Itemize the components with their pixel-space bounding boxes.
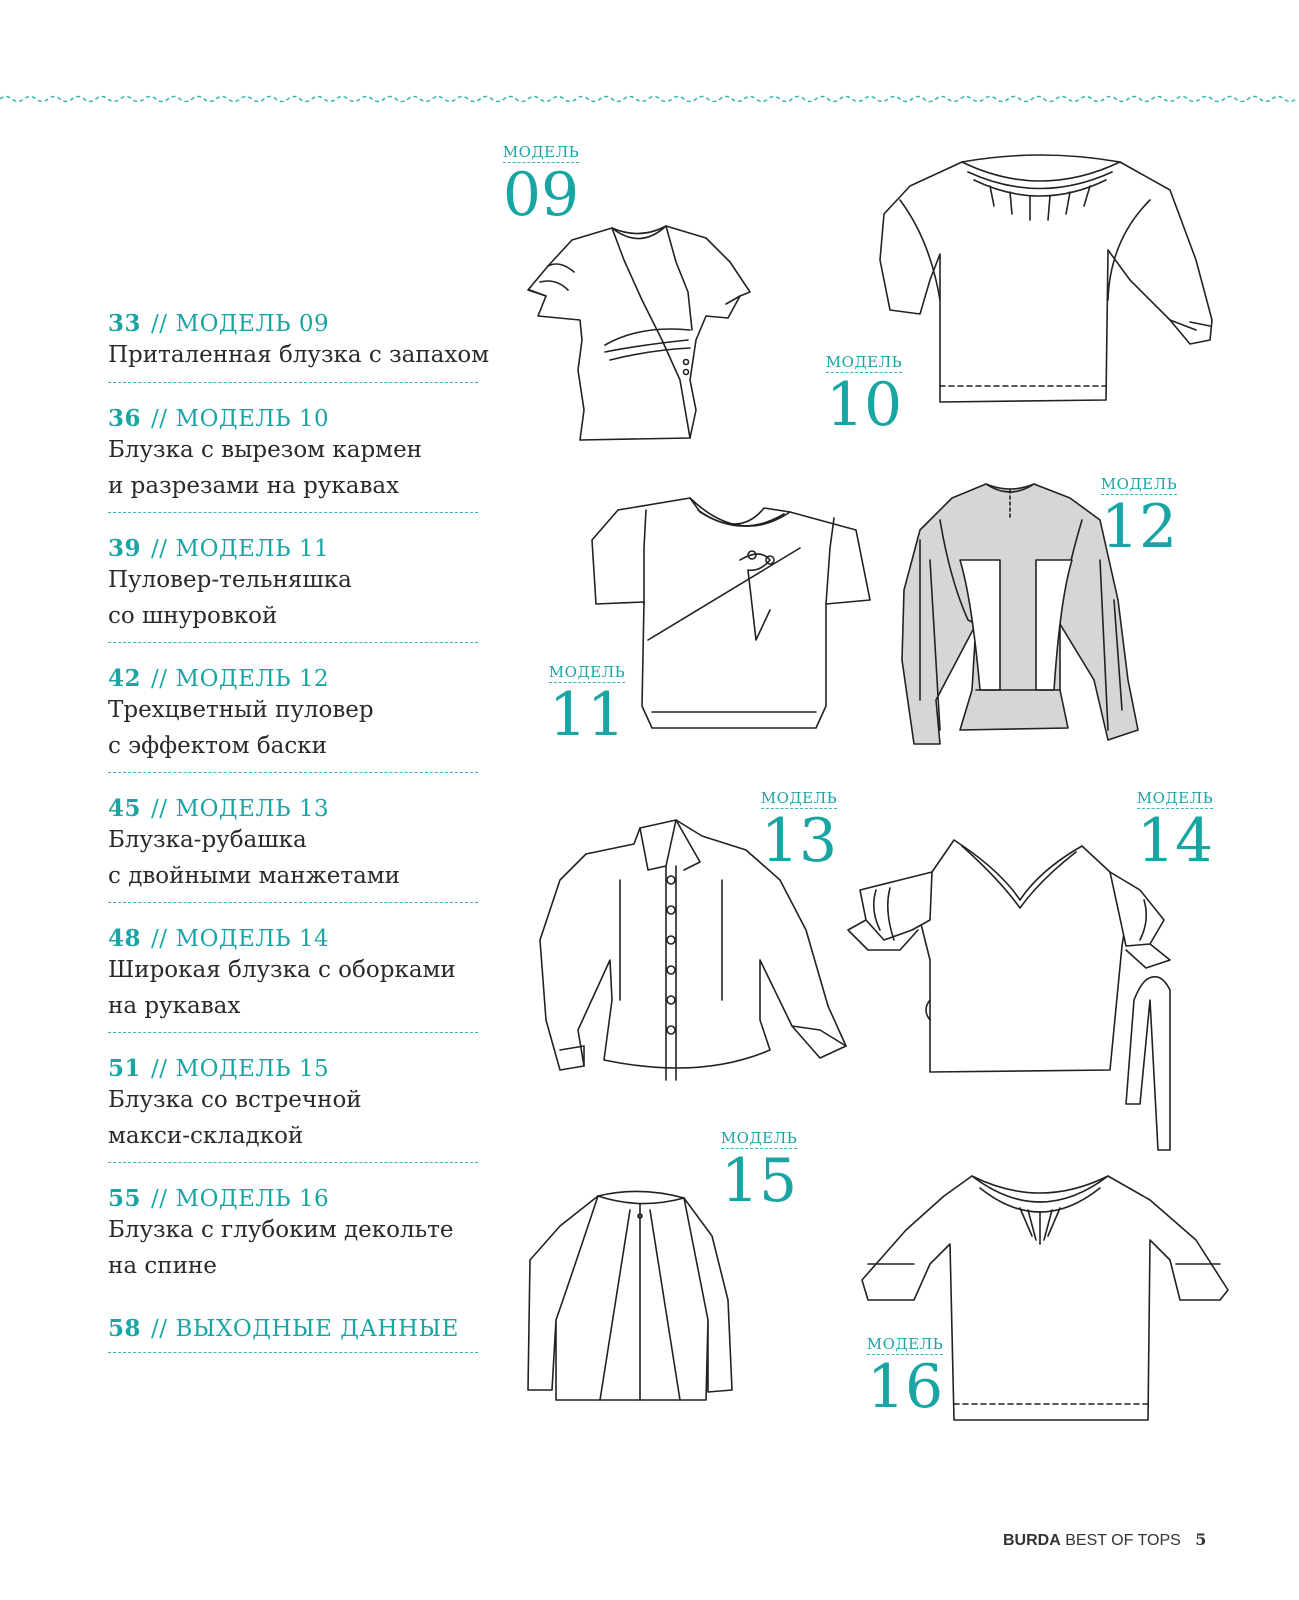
drawing-model-15[interactable] — [528, 1191, 732, 1400]
toc-separator: // — [151, 666, 168, 692]
toc-title-line: на рукавах — [108, 993, 241, 1019]
toc-title-line: со шнуровкой — [108, 603, 278, 629]
toc-title-line: Блузка со встречной — [108, 1087, 362, 1113]
toc-title-line: Блузка с глубоким декольте — [108, 1217, 454, 1243]
page-footer — [1003, 1530, 1206, 1550]
model-label-14 — [1130, 788, 1220, 876]
toc-label: МОДЕЛЬ 16 — [175, 1186, 330, 1212]
toc-page-number: 45 — [108, 795, 142, 822]
toc-title-line: Широкая блузка с оборками — [108, 957, 456, 983]
footer-magazine: BEST OF TOPS — [1065, 1532, 1181, 1549]
model-label-number: 09 — [502, 160, 580, 230]
footer-page-number: 5 — [1195, 1530, 1207, 1549]
toc-label: МОДЕЛЬ 13 — [175, 796, 330, 822]
toc-title-line: на спине — [108, 1253, 217, 1279]
drawing-model-10[interactable] — [880, 155, 1212, 402]
toc-label: МОДЕЛЬ 10 — [175, 406, 330, 432]
toc-label: ВЫХОДНЫЕ ДАННЫЕ — [175, 1316, 459, 1342]
toc-title-line: Блузка с вырезом кармен — [108, 437, 423, 463]
toc-title-line: макси-складкой — [108, 1123, 304, 1149]
toc-label: МОДЕЛЬ 09 — [175, 311, 330, 337]
model-label-number: 10 — [825, 370, 903, 440]
toc-separator: // — [151, 1316, 168, 1342]
model-label-13 — [754, 788, 844, 876]
model-label-11 — [542, 662, 632, 750]
model-label-word: МОДЕЛЬ — [866, 1335, 944, 1353]
toc-page-number: 39 — [108, 535, 142, 562]
model-label-15 — [714, 1128, 804, 1216]
drawing-model-14[interactable] — [848, 840, 1170, 1150]
toc-title-line: с эффектом баски — [108, 733, 327, 759]
toc-title-line: с двойными манжетами — [108, 863, 401, 889]
toc-page-number: 48 — [108, 925, 142, 952]
toc-title-line: и разрезами на рукавах — [108, 473, 400, 499]
toc-page-number: 55 — [108, 1185, 142, 1212]
drawing-model-09[interactable] — [528, 226, 750, 440]
model-label-number: 16 — [866, 1352, 944, 1422]
model-label-12 — [1094, 474, 1184, 562]
toc-label: МОДЕЛЬ 15 — [175, 1056, 330, 1082]
model-label-16 — [860, 1334, 950, 1422]
toc-separator: // — [151, 311, 168, 337]
model-label-word: МОДЕЛЬ — [1100, 475, 1178, 493]
footer-brand: BURDA — [1003, 1532, 1061, 1549]
model-label-09 — [496, 142, 586, 230]
toc-page-number: 36 — [108, 405, 142, 432]
toc-page-number: 58 — [108, 1315, 142, 1342]
toc-page-number: 33 — [108, 310, 142, 337]
model-label-number: 11 — [548, 680, 626, 750]
model-label-word: МОДЕЛЬ — [760, 789, 838, 807]
model-label-number: 15 — [720, 1146, 798, 1216]
toc-title-line: Приталенная блузка с запахом — [108, 342, 490, 368]
model-label-word: МОДЕЛЬ — [1136, 789, 1214, 807]
toc-separator: // — [151, 926, 168, 952]
model-label-word: МОДЕЛЬ — [502, 143, 580, 161]
toc-title-line: Блузка-рубашка — [108, 827, 307, 853]
toc-title-line: Трехцветный пуловер — [108, 697, 374, 723]
model-label-word: МОДЕЛЬ — [825, 353, 903, 371]
model-label-number: 13 — [760, 806, 838, 876]
toc-page-number: 42 — [108, 665, 142, 692]
toc-label: МОДЕЛЬ 11 — [175, 536, 330, 562]
model-label-word: МОДЕЛЬ — [720, 1129, 798, 1147]
toc-separator: // — [151, 1056, 168, 1082]
toc-title-line: Пуловер-тельняшка — [108, 567, 352, 593]
model-label-10 — [818, 352, 910, 440]
toc-label: МОДЕЛЬ 14 — [175, 926, 330, 952]
toc-label: МОДЕЛЬ 12 — [175, 666, 330, 692]
model-label-word: МОДЕЛЬ — [548, 663, 626, 681]
model-label-number: 12 — [1100, 492, 1178, 562]
toc-separator: // — [151, 796, 168, 822]
toc-separator: // — [151, 536, 168, 562]
toc-separator: // — [151, 406, 168, 432]
toc-separator: // — [151, 1186, 168, 1212]
model-label-number: 14 — [1136, 806, 1214, 876]
drawing-model-11[interactable] — [592, 498, 870, 728]
toc-page-number: 51 — [108, 1055, 142, 1082]
